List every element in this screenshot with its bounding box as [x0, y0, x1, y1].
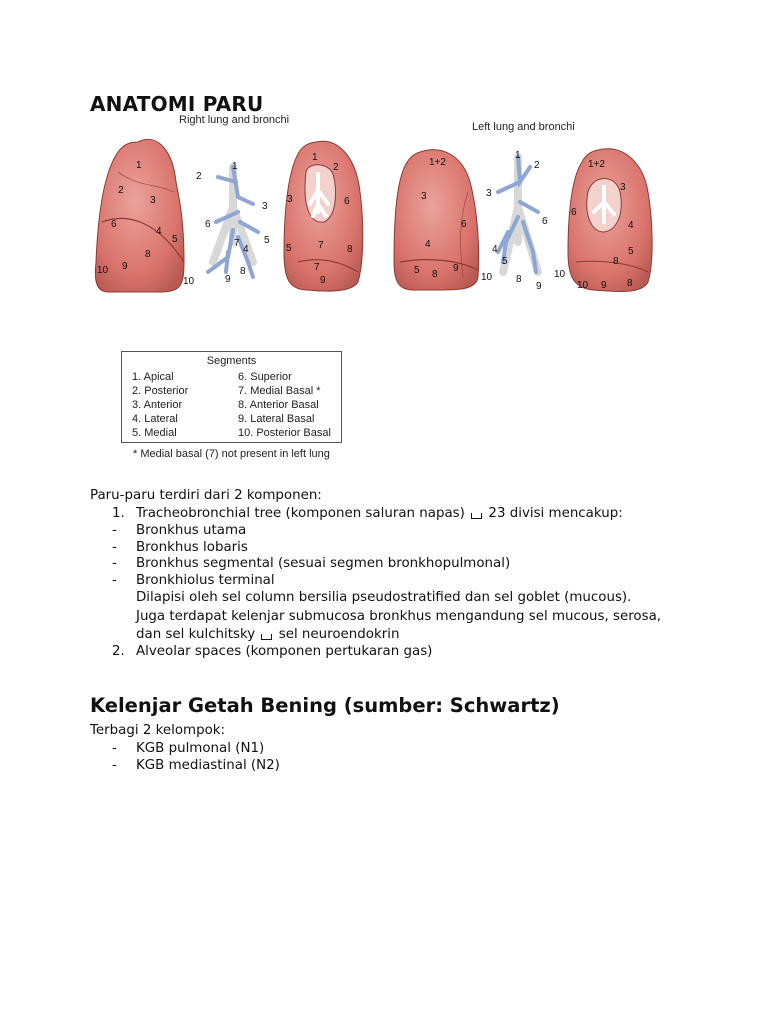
segment-number: 3 [287, 194, 293, 205]
bronchus-number: 5 [502, 256, 508, 267]
segment-entry: 7. Medial Basal * [238, 385, 321, 397]
segment-number: 6 [571, 207, 577, 218]
sub-list-text: Bronkhus utama [136, 523, 247, 538]
segment-number: 2 [118, 185, 124, 196]
detail-line: Dilapisi oleh sel column bersilia pseudostratified dan sel goblet (mucous). [136, 590, 632, 605]
sub-list-text: KGB mediastinal (N2) [136, 758, 280, 773]
segment-number: 9 [320, 275, 326, 286]
segment-number: 7 [314, 262, 320, 273]
sub-list-text: Bronkhus lobaris [136, 540, 248, 555]
segment-number: 2 [333, 162, 339, 173]
segment-number: 1 [312, 152, 318, 163]
page-title: ANATOMI PARU [90, 92, 264, 116]
bronchus-number: 8 [240, 266, 246, 277]
segment-number: 4 [425, 239, 431, 250]
left-lung-medial [568, 149, 652, 292]
bronchus-number: 3 [262, 201, 268, 212]
bronchus-number: 9 [225, 274, 231, 285]
segment-number: 3 [421, 191, 427, 202]
segment-number: 5 [628, 246, 634, 257]
sub-list-text: Bronkhus segmental (sesuai segmen bronkhopulmonal) [136, 556, 511, 571]
segment-number: 10 [481, 272, 493, 283]
bronchus-number: 1 [515, 150, 521, 161]
segment-entry: 2. Posterior [132, 385, 189, 397]
segment-number: 6 [111, 219, 117, 230]
segment-entry: 1. Apical [132, 371, 174, 383]
segment-number: 8 [627, 278, 633, 289]
left-lung-caption: Left lung and bronchi [472, 121, 575, 133]
section-heading: Kelenjar Getah Bening (sumber: Schwartz) [90, 694, 560, 717]
segment-number: 1+2 [429, 157, 446, 168]
bronchus-number: 2 [196, 171, 202, 182]
segments-left-column [132, 370, 188, 440]
segment-number: 9 [601, 280, 607, 291]
segment-number: 1+2 [588, 159, 605, 170]
left-bronchi [498, 157, 538, 272]
bronchus-number: 6 [205, 219, 211, 230]
intro-paragraph: Paru-paru terdiri dari 2 komponen: [90, 488, 322, 503]
bronchus-number: 8 [516, 274, 522, 285]
bronchus-number: 10 [183, 276, 195, 287]
segment-number: 7 [318, 240, 324, 251]
list-marker: 1. [112, 506, 125, 521]
segment-number: 5 [172, 234, 178, 245]
sub-list-text: Bronkhiolus terminal [136, 573, 275, 588]
bronchus-number: 3 [486, 188, 492, 199]
segment-number: 8 [145, 249, 151, 260]
sub-list-text: KGB pulmonal (N1) [136, 741, 265, 756]
segments-heading: Segments [206, 355, 257, 367]
segments-right-column [238, 370, 331, 440]
dash-marker: - [112, 540, 117, 555]
bronchus-number: 7 [234, 238, 240, 249]
dash-marker: - [112, 523, 117, 538]
segments-legend [121, 351, 342, 443]
segment-entry: 3. Anterior [132, 399, 183, 411]
segment-number: 10 [97, 265, 109, 276]
segment-entry: 6. Superior [238, 371, 292, 383]
bronchus-number: 2 [534, 160, 540, 171]
segment-number: 1 [136, 160, 142, 171]
detail-line [136, 627, 399, 644]
list-item-text-part: Tracheobronchial tree (komponen saluran napas) [136, 506, 465, 521]
segment-number: 10 [577, 280, 589, 291]
segment-number: 5 [414, 265, 420, 276]
right-lung-medial [284, 141, 363, 291]
right-lung-caption: Right lung and bronchi [179, 114, 290, 126]
bronchus-number: 4 [492, 244, 498, 255]
dash-marker: - [112, 556, 117, 571]
segment-entry: 4. Lateral [132, 413, 178, 425]
detail-text-part: sel neuroendokrin [278, 627, 400, 642]
right-bronchi [208, 167, 258, 277]
bronchus-number: 9 [536, 281, 542, 292]
dash-marker: - [112, 573, 117, 588]
lung-anatomy-figure [88, 112, 668, 312]
segment-number: 9 [122, 261, 128, 272]
detail-text-part: dan sel kulchitsky [136, 627, 256, 642]
segment-number: 8 [613, 256, 619, 267]
segment-number: 8 [347, 244, 353, 255]
segment-number: 9 [453, 263, 459, 274]
list-item-text: Alveolar spaces (komponen pertukaran gas) [136, 644, 433, 659]
segment-entry: 10. Posterior Basal [238, 427, 331, 439]
segment-entry: 8. Anterior Basal [238, 399, 319, 411]
detail-line: Juga terdapat kelenjar submucosa bronkhus mengandung sel mucous, serosa, [136, 609, 662, 624]
arrow-icon [471, 513, 482, 519]
bronchus-number: 5 [264, 235, 270, 246]
list-marker: 2. [112, 644, 125, 659]
segment-number: 5 [286, 243, 292, 254]
arrow-icon [261, 634, 272, 640]
bronchus-number: 4 [243, 244, 249, 255]
list-item-text-part: 23 divisi mencakup: [488, 506, 623, 521]
segment-number: 4 [156, 226, 162, 237]
segment-entry: 5. Medial [132, 427, 177, 439]
segment-number: 3 [620, 182, 626, 193]
segment-number: 8 [432, 269, 438, 280]
dash-marker: - [112, 758, 117, 773]
segment-number: 10 [554, 269, 566, 280]
lung-illustration [88, 112, 668, 312]
segment-entry: 9. Lateral Basal [238, 413, 315, 425]
bronchus-number: 1 [232, 161, 238, 172]
segment-number: 6 [344, 196, 350, 207]
segment-number: 6 [461, 219, 467, 230]
section-intro: Terbagi 2 kelompok: [90, 723, 226, 738]
segments-footnote: * Medial basal (7) not present in left lung [133, 448, 330, 460]
segment-number: 3 [150, 195, 156, 206]
bronchus-number: 6 [542, 216, 548, 227]
dash-marker: - [112, 741, 117, 756]
list-item-text [136, 506, 623, 523]
segment-number: 4 [628, 220, 634, 231]
